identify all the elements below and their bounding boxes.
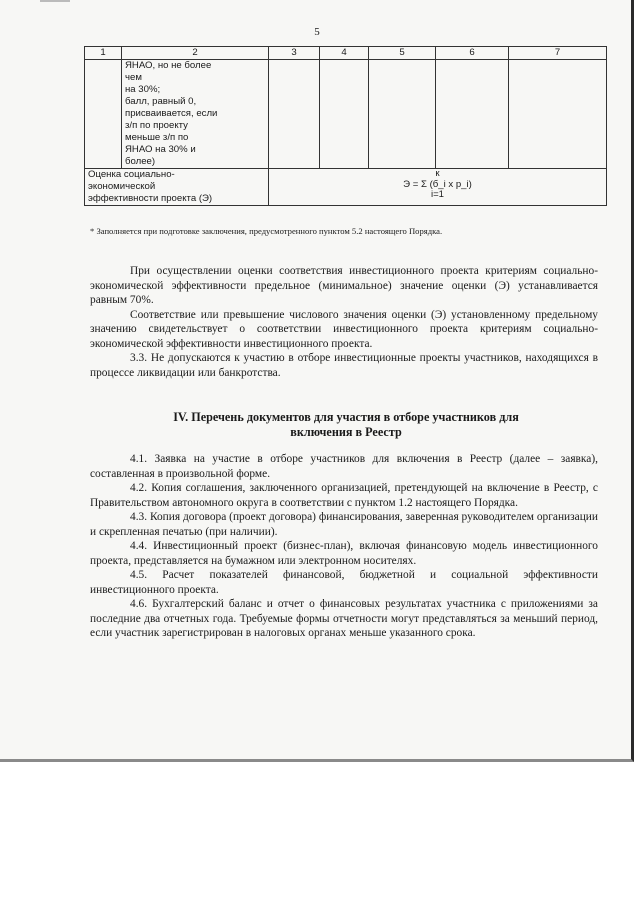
paragraph: 4.3. Копия договора (проект договора) финансирования, заверенная руководителем организации и скрепленная печатью (при наличии).: [90, 511, 598, 538]
header-cell: 4: [320, 47, 369, 60]
table-footnote: * Заполняется при подготовке заключения, предусмотренного пунктом 5.2 настоящего Порядка.: [90, 226, 443, 236]
criterion-line: ЯНАО, но не более: [125, 60, 212, 71]
table-row: [85, 60, 607, 169]
assessment-label-line: экономической: [88, 181, 156, 192]
table-cell: [369, 60, 436, 169]
table-header-row: [85, 47, 607, 60]
paragraph: 4.6. Бухгалтерский баланс и отчет о финансовых результатах участника с приложениями за последние два отчетных года. Требуемые формы отчетности могут представляться за меньший период, если участник зарегистрирован в налоговых органах меньше указанного срока.: [90, 598, 598, 639]
body-text-top: [90, 264, 598, 380]
formula: Э = Σ (б_i х р_i): [403, 178, 472, 190]
paragraph: 4.4. Инвестиционный проект (бизнес-план), включая финансовую модель инвестиционного проекта, представляется на бумажном или электронном носителях.: [90, 540, 598, 567]
formula-cell: [269, 169, 607, 206]
paragraph: Соответствие или превышение числового значения оценки (Э) установленному предельному значению свидетельствует о соответствии инвестиционного проекта критериям социально-экономической эффективности инвестиционного проекта.: [90, 308, 598, 350]
header-cell: 6: [436, 47, 509, 60]
assessment-label-cell: [85, 169, 269, 206]
criteria-table: [84, 46, 607, 206]
formula-upper-limit: к: [435, 168, 440, 179]
paragraph: 3.3. Не допускаются к участию в отборе инвестиционные проекты участников, находящихся в процессе ликвидации или банкротства.: [90, 352, 598, 379]
paragraph: 4.1. Заявка на участие в отборе участников для включения в Реестр (далее – заявка), составленная в произвольной форме.: [90, 453, 598, 480]
assessment-label-line: эффективности проекта (Э): [88, 193, 213, 204]
header-cell: 3: [269, 47, 320, 60]
header-cell: 7: [509, 47, 607, 60]
table-cell: [320, 60, 369, 169]
criterion-line: присваивается, если: [125, 108, 218, 119]
assessment-label-line: Оценка социально-: [88, 169, 175, 180]
body-text-bottom: [90, 452, 598, 641]
header-cell: 5: [369, 47, 436, 60]
assessment-row: [85, 169, 607, 206]
page-number: 5: [314, 26, 320, 38]
header-cell: 2: [122, 47, 269, 60]
scan-artifact: [40, 0, 70, 12]
criterion-text-cell: [122, 60, 269, 169]
criterion-line: чем: [125, 72, 142, 83]
table-cell: [269, 60, 320, 169]
paragraph: При осуществлении оценки соответствия инвестиционного проекта критериям социально-экономической эффективности предельное (минимальное) значение оценки (Э) устанавливается равным 70%.: [90, 265, 598, 306]
table-cell: [85, 60, 122, 169]
formula-lower-limit: i=1: [430, 189, 445, 200]
criterion-line: меньше з/п по: [125, 132, 189, 143]
table-cell: [436, 60, 509, 169]
header-cell: 1: [85, 47, 122, 60]
criterion-line: более): [125, 156, 156, 167]
paragraph: 4.5. Расчет показателей финансовой, бюджетной и социальной эффективности инвестиционного проекта.: [90, 569, 598, 596]
criterion-line: на 30%;: [125, 84, 161, 95]
criterion-line: ЯНАО на 30% и: [125, 144, 196, 155]
table-cell: [509, 60, 607, 169]
section-title-line: включения в Реестр: [290, 425, 402, 439]
section-title-line: IV. Перечень документов для участия в отборе участников для: [173, 410, 519, 424]
criterion-line: балл, равный 0,: [125, 96, 197, 107]
paragraph: 4.2. Копия соглашения, заключенного организацией, претендующей на включение в Реестр, с Правительством автономного округа в соответствии с пунктом 1.2 настоящего Порядка.: [90, 482, 598, 509]
criterion-line: з/п по проекту: [125, 120, 188, 131]
section-title: [96, 410, 596, 440]
